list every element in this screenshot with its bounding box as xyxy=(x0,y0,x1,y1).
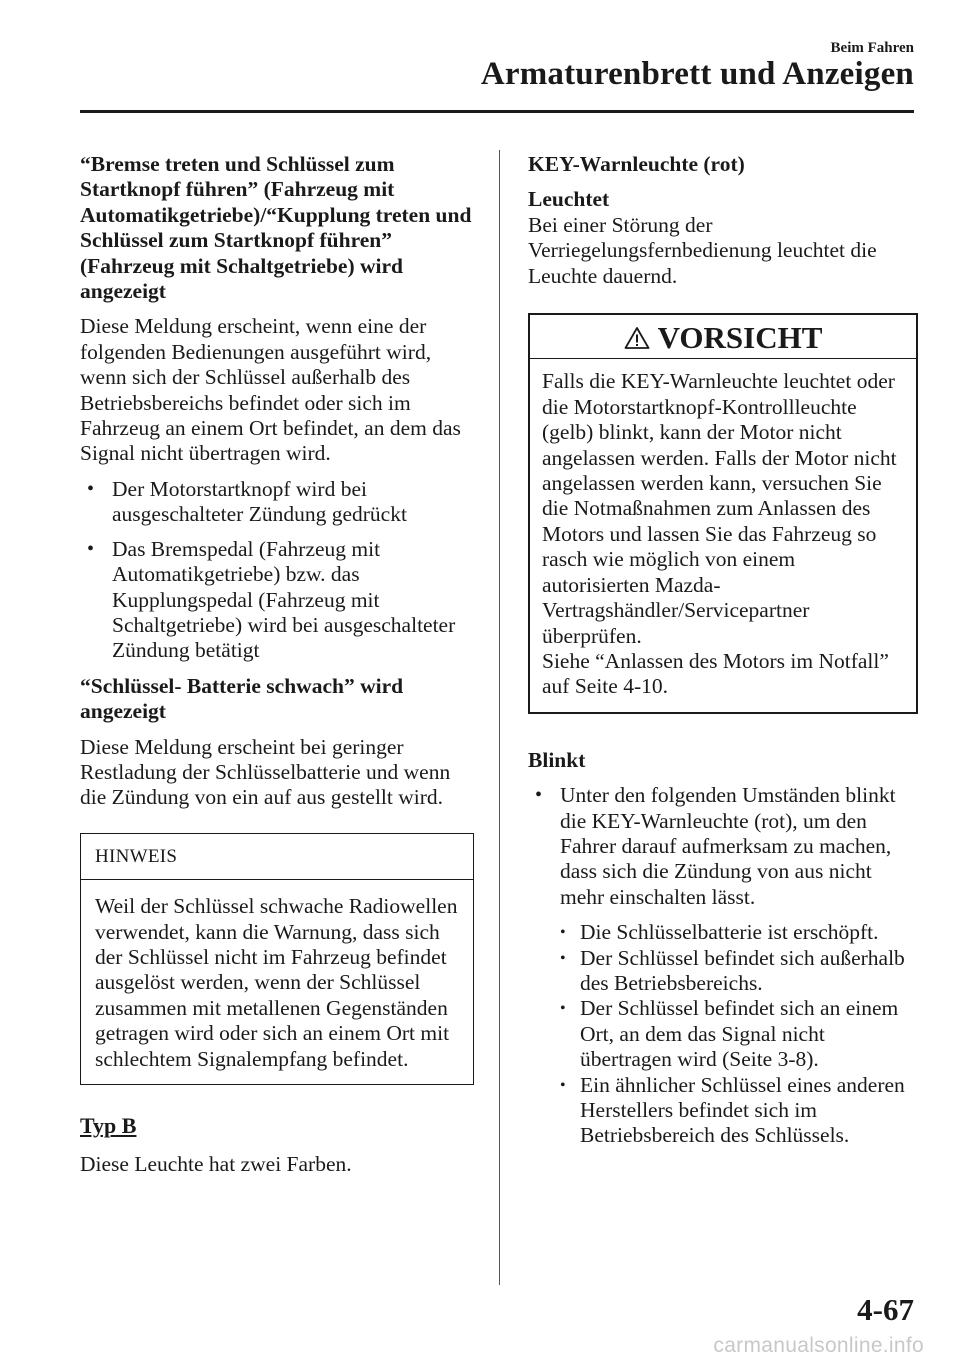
list-item: • Die Schlüsselbatterie ist erschöpft. xyxy=(558,920,918,945)
right-column xyxy=(528,152,918,1149)
paragraph-battery-explanation: Diese Meldung erscheint bei geringer Restladung der Schlüsselbatterie und wenn die Zündung von ein auf aus gestellt wird. xyxy=(80,734,451,810)
heading-key-warning-light: KEY-Warnleuchte (rot) xyxy=(528,152,745,176)
note-text: Weil der Schlüssel schwache Radiowellen verwendet, kann die Warnung, dass sich der Schlüssel nicht im Fahrzeug befindet ausgelöst werden, wenn der Schlüssel zusammen mit metallenen Gegenständen getragen wird oder sich an einem Ort mit schlechtem Signalempfang befindet. xyxy=(95,894,458,1071)
note-title: HINWEIS xyxy=(81,834,473,880)
note-box xyxy=(80,833,474,1085)
paragraph-message-explanation: Diese Meldung erscheint, wenn eine der folgenden Bedienungen ausgeführt wird, wenn sich der Schlüssel außerhalb des Betriebsbereichs befindet oder sich im Fahrzeug an einem Ort befindet, an dem das Signal nicht übertragen wird. xyxy=(80,314,461,466)
page-title: Armaturenbrett und Anzeigen xyxy=(480,56,914,92)
paragraph-two-colors: Diese Leuchte hat zwei Farben. xyxy=(80,1152,352,1177)
paragraph-lights: Bei einer Störung der Verriegelungsfernbedienung leuchtet die Leuchte dauernd. xyxy=(528,212,877,288)
subheading-lights: Leuchtet xyxy=(528,187,610,212)
left-column xyxy=(80,152,474,1188)
caution-reference: Siehe “Anlassen des Motors im Notfall” auf Seite 4-10. xyxy=(542,648,889,699)
section-label: Beim Fahren xyxy=(830,40,914,56)
warning-triangle-icon xyxy=(624,326,650,350)
list-item xyxy=(528,783,918,910)
subheading-blinks: Blinkt xyxy=(528,747,586,772)
watermark: carmanualsonline.info xyxy=(713,1334,924,1357)
heading-typ-b: Typ B xyxy=(80,1113,137,1138)
heading-battery-low: “Schlüssel- Batterie schwach” wird angezeigt xyxy=(80,673,404,724)
list-item: • Ein ähnlicher Schlüssel eines anderen Herstellers befindet sich im Betriebsbereich des Schlüssels. xyxy=(558,1073,918,1149)
caution-header xyxy=(530,315,916,359)
blink-list xyxy=(528,783,918,910)
list-item: • Der Schlüssel befindet sich an einem Ort, an dem das Signal nicht übertragen wird (Seite 3-8). xyxy=(558,996,918,1072)
caution-body xyxy=(530,359,916,711)
caution-title: VORSICHT xyxy=(657,320,823,356)
list-item: • Der Motorstartknopf wird bei ausgeschalteter Zündung gedrückt xyxy=(80,477,474,528)
caution-text: Falls die KEY-Warnleuchte leuchtet oder die Motorstartknopf-Kontrollleuchte (gelb) blinkt, kann der Motor nicht angelassen werden. Falls der Motor nicht angelassen werden kann, versuchen Sie die Notmaßnahmen zum Anlassen des Motors und lassen Sie das Fahrzeug so rasch wie möglich von einem autorisierten Mazda-Vertragshändler/Servicepartner überprüfen. xyxy=(542,369,897,648)
page-number: 4-67 xyxy=(857,1292,914,1327)
heading-key-message: “Bremse treten und Schlüssel zum Startknopf führen” (Fahrzeug mit Automatikgetriebe)/“Kupplung treten und Schlüssel zum Startknopf führen” (Fahrzeug mit Schaltgetriebe) wird angezeigt xyxy=(80,152,472,304)
list-item: • Der Schlüssel befindet sich außerhalb des Betriebsbereichs. xyxy=(558,946,918,997)
condition-list xyxy=(80,477,474,664)
list-item: • Das Bremspedal (Fahrzeug mit Automatikgetriebe) bzw. das Kupplungspedal (Fahrzeug mit Schaltgetriebe) wird bei ausgeschalteter Zündung betätigt xyxy=(80,537,474,664)
circumstance-list xyxy=(558,920,918,1149)
header-rule xyxy=(80,110,914,113)
column-divider xyxy=(499,150,500,1285)
caution-box xyxy=(528,313,918,714)
blink-explanation: Unter den folgenden Umständen blinkt die KEY-Warnleuchte (rot), um den Fahrer darauf aufmerksam zu machen, dass sich die Zündung von aus nicht mehr einschalten lässt. xyxy=(560,783,896,909)
